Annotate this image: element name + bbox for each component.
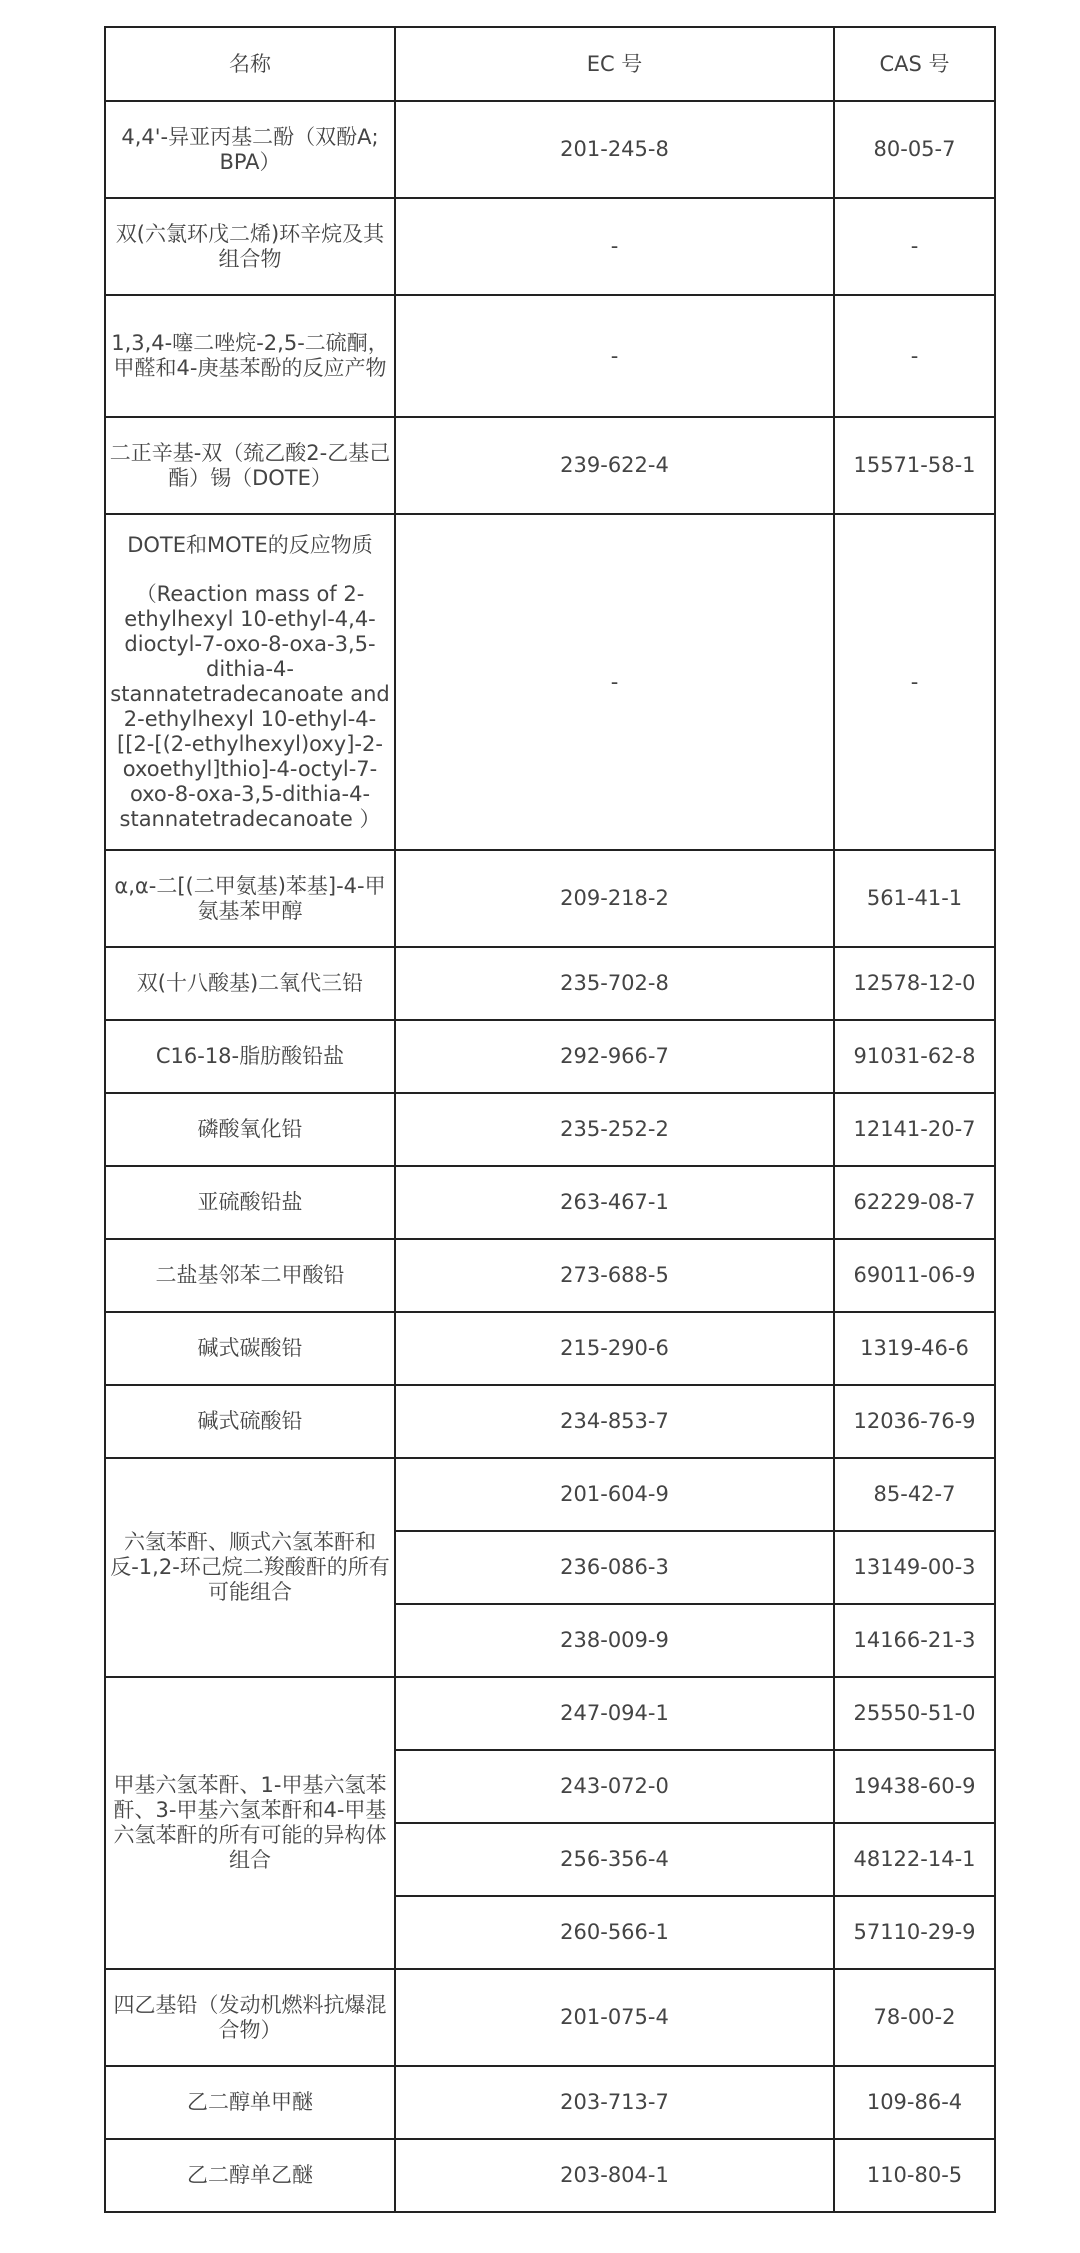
cas-number: 85-42-7 xyxy=(834,1458,995,1531)
substance-name: 二正辛基-双（巯乙酸2-乙基己酯）锡（DOTE） xyxy=(105,417,395,514)
table-row xyxy=(105,1312,995,1385)
cas-number: 1319-46-6 xyxy=(834,1312,995,1385)
table-row xyxy=(105,1239,995,1312)
cas-number: 80-05-7 xyxy=(834,101,995,198)
ec-number: 273-688-5 xyxy=(395,1239,834,1312)
table-row xyxy=(105,1166,995,1239)
ec-number: 201-075-4 xyxy=(395,1969,834,2066)
cas-number: 48122-14-1 xyxy=(834,1823,995,1896)
substance-name: 双(六氯环戊二烯)环辛烷及其组合物 xyxy=(105,198,395,295)
table-row xyxy=(105,417,995,514)
table-row xyxy=(105,947,995,1020)
substance-name-detail: （Reaction mass of 2-ethylhexyl 10-ethyl-4,4-dioctyl-7-oxo-8-oxa-3,5-dithia-4-stannatetradecanoate and 2-ethylhexyl 10-ethyl-4-[[2-[(2-ethylhexyl)oxy]-2-oxoethyl]thio]-4-octyl-7-oxo-8-oxa-3,5-dithia-4-stannatetradecanoate ） xyxy=(110,581,390,831)
ec-number: 235-702-8 xyxy=(395,947,834,1020)
ec-number: 263-467-1 xyxy=(395,1166,834,1239)
ec-number: 238-009-9 xyxy=(395,1604,834,1677)
ec-number: 215-290-6 xyxy=(395,1312,834,1385)
substance-name: 磷酸氧化铅 xyxy=(105,1093,395,1166)
cas-number: 69011-06-9 xyxy=(834,1239,995,1312)
ec-number: 234-853-7 xyxy=(395,1385,834,1458)
table-row xyxy=(105,1458,995,1531)
ec-number: 256-356-4 xyxy=(395,1823,834,1896)
table-row xyxy=(105,1969,995,2066)
cas-number: 15571-58-1 xyxy=(834,417,995,514)
cas-number: 12578-12-0 xyxy=(834,947,995,1020)
ec-number: 260-566-1 xyxy=(395,1896,834,1969)
column-header-name: 名称 xyxy=(105,27,395,101)
ec-number: 292-966-7 xyxy=(395,1020,834,1093)
cas-number: 91031-62-8 xyxy=(834,1020,995,1093)
cas-number: - xyxy=(834,514,995,850)
ec-number: 201-245-8 xyxy=(395,101,834,198)
substance-name: 乙二醇单乙醚 xyxy=(105,2139,395,2212)
ec-number: 203-804-1 xyxy=(395,2139,834,2212)
column-header-ec: EC 号 xyxy=(395,27,834,101)
substance-name: α,α-二[(二甲氨基)苯基]-4-甲氨基苯甲醇 xyxy=(105,850,395,947)
ec-number: 203-713-7 xyxy=(395,2066,834,2139)
ec-number: - xyxy=(395,198,834,295)
ec-number: 247-094-1 xyxy=(395,1677,834,1750)
substance-name: 甲基六氢苯酐、1-甲基六氢苯酐、3-甲基六氢苯酐和4-甲基六氢苯酐的所有可能的异构体组合 xyxy=(105,1677,395,1969)
substance-name: 二盐基邻苯二甲酸铅 xyxy=(105,1239,395,1312)
column-header-cas: CAS 号 xyxy=(834,27,995,101)
cas-number: 12036-76-9 xyxy=(834,1385,995,1458)
substance-name: C16-18-脂肪酸铅盐 xyxy=(105,1020,395,1093)
cas-number: 62229-08-7 xyxy=(834,1166,995,1239)
cas-number: 57110-29-9 xyxy=(834,1896,995,1969)
ec-number: 239-622-4 xyxy=(395,417,834,514)
ec-number: 201-604-9 xyxy=(395,1458,834,1531)
ec-number: - xyxy=(395,295,834,417)
table-row xyxy=(105,2139,995,2212)
cas-number: 19438-60-9 xyxy=(834,1750,995,1823)
cas-number: - xyxy=(834,198,995,295)
table-header-row xyxy=(105,27,995,101)
ec-number: - xyxy=(395,514,834,850)
substance-name: 乙二醇单甲醚 xyxy=(105,2066,395,2139)
table-row xyxy=(105,1020,995,1093)
substance-name-short: DOTE和MOTE的反应物质 xyxy=(127,532,373,557)
cas-number: 14166-21-3 xyxy=(834,1604,995,1677)
cas-number: 110-80-5 xyxy=(834,2139,995,2212)
substance-name: 碱式硫酸铅 xyxy=(105,1385,395,1458)
substance-name: 4,4'-异亚丙基二酚（双酚A; BPA） xyxy=(105,101,395,198)
table-row xyxy=(105,1093,995,1166)
cas-number: 12141-20-7 xyxy=(834,1093,995,1166)
table-row xyxy=(105,295,995,417)
table-row xyxy=(105,850,995,947)
substance-name: 亚硫酸铅盐 xyxy=(105,1166,395,1239)
table-row xyxy=(105,101,995,198)
ec-number: 235-252-2 xyxy=(395,1093,834,1166)
table-row xyxy=(105,198,995,295)
table-row xyxy=(105,1385,995,1458)
cas-number: - xyxy=(834,295,995,417)
cas-number: 13149-00-3 xyxy=(834,1531,995,1604)
substance-table xyxy=(104,26,996,2213)
substance-name: 碱式碳酸铅 xyxy=(105,1312,395,1385)
substance-name: 双(十八酸基)二氧代三铅 xyxy=(105,947,395,1020)
substance-name: 六氢苯酐、顺式六氢苯酐和反-1,2-环己烷二羧酸酐的所有可能组合 xyxy=(105,1458,395,1677)
cas-number: 78-00-2 xyxy=(834,1969,995,2066)
cas-number: 109-86-4 xyxy=(834,2066,995,2139)
table-row xyxy=(105,2066,995,2139)
ec-number: 243-072-0 xyxy=(395,1750,834,1823)
substance-name xyxy=(105,514,395,850)
substance-name: 1,3,4-噻二唑烷-2,5-二硫酮，甲醛和4-庚基苯酚的反应产物 xyxy=(105,295,395,417)
ec-number: 209-218-2 xyxy=(395,850,834,947)
ec-number: 236-086-3 xyxy=(395,1531,834,1604)
cas-number: 561-41-1 xyxy=(834,850,995,947)
table-row xyxy=(105,1677,995,1750)
table-row xyxy=(105,514,995,850)
cas-number: 25550-51-0 xyxy=(834,1677,995,1750)
substance-name: 四乙基铅（发动机燃料抗爆混合物） xyxy=(105,1969,395,2066)
